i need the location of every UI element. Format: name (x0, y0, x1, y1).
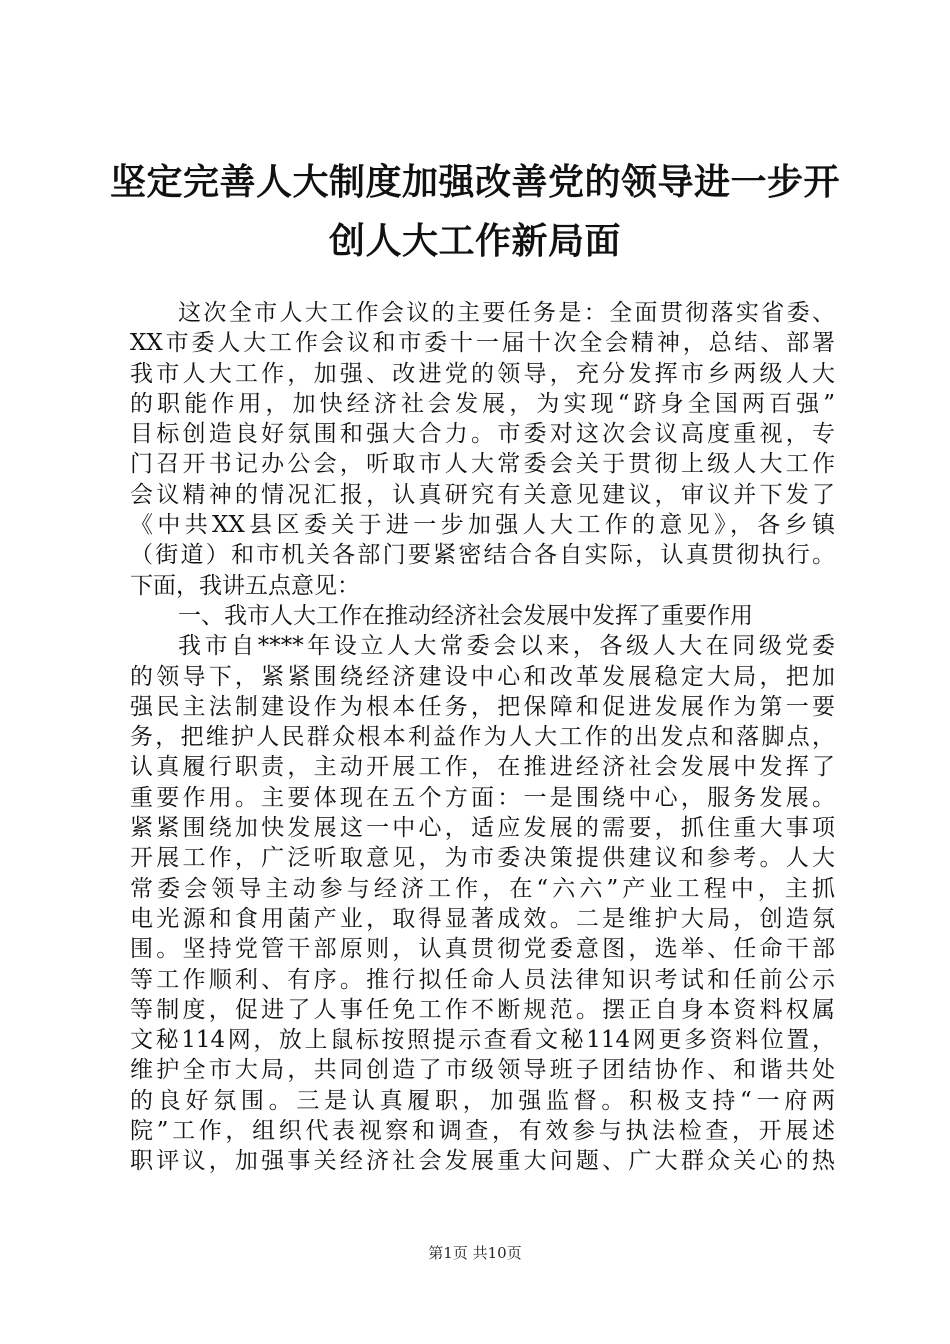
text-line: 我市人大工作，加强、改进党的领导，充分发挥市乡两级人大 (130, 360, 835, 387)
text-line: 这次全市人大工作会议的主要任务是：全面贯彻落实省委、 (178, 300, 835, 326)
document-body (130, 298, 835, 1177)
text-line: 电光源和食用菌产业，取得显著成效。二是维护大局，创造氛 (130, 905, 835, 932)
text-line: 重要作用。主要体现在五个方面：一是围绕中心，服务发展。 (130, 784, 835, 811)
text-line: 院”工作，组织代表视察和调查，有效参与执法检查，开展述 (130, 1118, 835, 1145)
text-line: 目标创造良好氛围和强大合力。市委对这次会议高度重视，专 (130, 421, 835, 448)
text-line: 文秘114网，放上鼠标按照提示查看文秘114网更多资料位置， (130, 1027, 835, 1054)
document-title-line-2: 创人大工作新局面 (328, 220, 621, 262)
section-heading: 一、我市人大工作在推动经济社会发展中发挥了重要作用 (178, 602, 753, 629)
text-line: 开展工作，广泛听取意见，为市委决策提供建议和参考。人大 (130, 845, 835, 872)
text-line: 下面，我讲五点意见： (130, 572, 360, 599)
text-line: （街道）和市机关各部门要紧密结合各自实际，认真贯彻执行。 (130, 542, 835, 569)
text-line: 的职能作用，加快经济社会发展，为实现“跻身全国两百强” (130, 390, 835, 417)
text-line: 门召开书记办公会，听取市人大常委会关于贯彻上级人大工作 (130, 451, 835, 478)
text-line: 我市自****年设立人大常委会以来，各级人大在同级党委 (178, 633, 835, 660)
text-line: 强民主法制建设作为根本任务，把保障和促进发展作为第一要 (130, 693, 835, 720)
text-line: 的良好氛围。三是认真履职，加强监督。积极支持“一府两 (130, 1087, 835, 1114)
text-line: 围。坚持党管干部原则，认真贯彻党委意图，选举、任命干部 (130, 936, 835, 963)
document-title-line-1: 坚定完善人大制度加强改善党的领导进一步开 (109, 161, 840, 203)
page-footer: 第1页 共10页 (428, 1244, 522, 1262)
text-line: 务，把维护人民群众根本利益作为人大工作的出发点和落脚点， (130, 724, 835, 751)
text-line: XX市委人大工作会议和市委十一届十次全会精神，总结、部署 (130, 330, 835, 357)
text-line: 的领导下，紧紧围绕经济建设中心和改革发展稳定大局，把加 (130, 663, 835, 690)
text-line: 维护全市大局，共同创造了市级领导班子团结协作、和谐共处 (130, 1057, 835, 1084)
text-line: 认真履行职责，主动开展工作，在推进经济社会发展中发挥了 (130, 754, 835, 781)
text-line: 职评议，加强事关经济社会发展重大问题、广大群众关心的热 (130, 1148, 835, 1175)
text-line: 等制度，促进了人事任免工作不断规范。摆正自身本资料权属 (130, 996, 835, 1023)
text-line: 会议精神的情况汇报，认真研究有关意见建议，审议并下发了 (130, 481, 835, 508)
text-line: 紧紧围绕加快发展这一中心，适应发展的需要，抓住重大事项 (130, 815, 835, 842)
text-line: 常委会领导主动参与经济工作，在“六六”产业工程中，主抓 (130, 875, 835, 902)
text-line: 《中共XX县区委关于进一步加强人大工作的意见》，各乡镇 (130, 512, 835, 539)
text-line: 等工作顺利、有序。推行拟任命人员法律知识考试和任前公示 (130, 966, 835, 993)
